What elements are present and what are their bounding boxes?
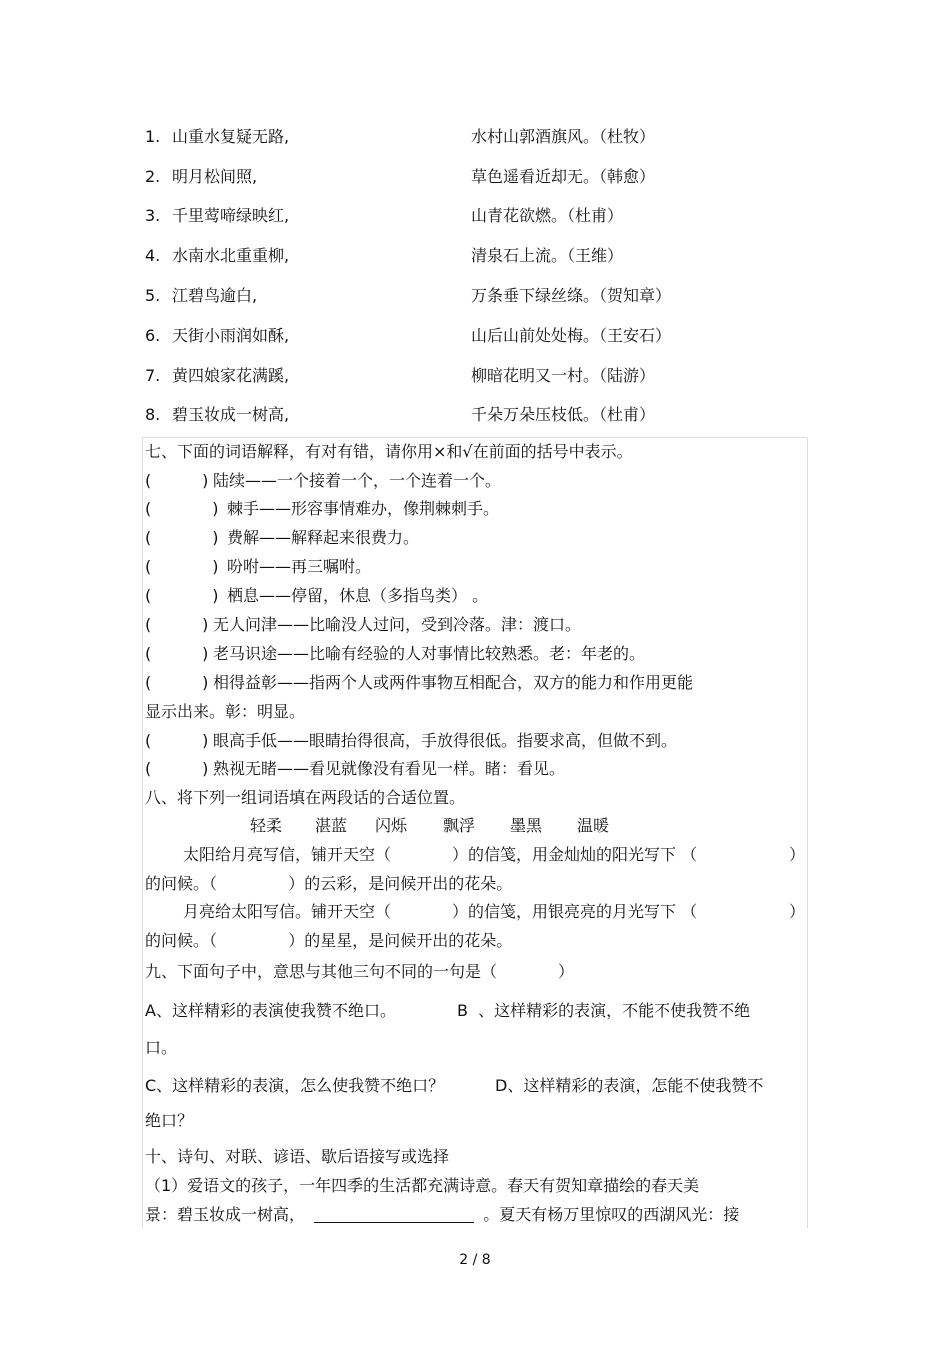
matching-left: 江碧鸟逾白, [172,286,258,305]
matching-right: 万条垂下绿丝绦。（贺知章） [471,286,672,305]
matching-num: 6. [145,326,161,345]
section10-line2 [145,1204,805,1226]
matching-left: 千里莺啼绿映红, [172,206,290,225]
answer-paren[interactable]: ( ) [145,644,209,663]
option-d-cont: 绝口？ [145,1111,194,1130]
matching-right: 山青花欲燃。（杜甫） [471,206,624,225]
paragraph2-text: 月亮给太阳写信。铺开天空（ ）的信笺，用银亮亮的月光写下 （ [183,902,698,921]
matching-left: 明月松间照, [172,167,258,186]
matching-row [145,204,805,228]
matching-right: 山后山前处处梅。（王安石） [471,326,672,345]
paragraph2-close: ） [788,902,805,921]
definition-row [145,556,805,578]
word-4: 飘浮 [443,816,476,835]
word-6: 温暖 [577,816,610,835]
matching-num: 8. [145,405,161,424]
answer-paren[interactable]: ( ) [145,731,209,750]
definition-text-cont: 显示出来。彰：明显。 [145,702,306,721]
definition-row [145,585,805,607]
answer-paren[interactable]: ( ) [145,528,219,547]
matching-row [145,403,805,427]
answer-paren[interactable]: ( ) [145,499,219,518]
definition-row [145,758,805,780]
matching-num: 1. [145,127,161,146]
definition-text: 棘手——形容事情难办，像荆棘刺手。 [227,499,500,518]
paragraph1-text: 太阳给月亮写信，铺开天空（ ）的信笺，用金灿灿的阳光写下 （ [183,845,698,864]
matching-row [145,244,805,268]
matching-num: 4. [145,246,161,265]
matching-row [145,125,805,149]
word-5: 墨黑 [510,816,543,835]
definition-row [145,498,805,520]
answer-paren[interactable]: ( ) [145,673,209,692]
matching-row [145,364,805,388]
option-row-cd [145,1075,805,1097]
section10-line2-end: 。夏天有杨万里惊叹的西湖风光：接 [483,1205,740,1224]
matching-num: 5. [145,286,161,305]
paragraph2-line2: 的问候。（ ）的星星，是问候开出的花朵。 [145,931,513,950]
matching-right: 草色遥看近却无。（韩愈） [471,167,656,186]
definition-text: 眼高手低——眼睛抬得很高，手放得很低。指要求高，但做不到。 [213,731,678,750]
matching-left: 山重水复疑无路, [172,127,290,146]
matching-row [145,165,805,189]
matching-left: 天街小雨润如酥, [172,326,290,345]
definition-text: 无人问津——比喻没人过问，受到冷落。津：渡口。 [213,615,582,634]
option-a: A、这样精彩的表演使我赞不绝口。 [145,1001,396,1020]
definition-text: 熟视无睹——看见就像没有看见一样。睹：看见。 [213,759,566,778]
answer-paren[interactable]: ( ) [145,557,219,576]
word-1: 轻柔 [250,816,283,835]
section8-title: 八、将下列一组词语填在两段话的合适位置。 [145,788,466,807]
definition-text: 栖息——停留，休息（多指鸟类） 。 [227,586,489,605]
definition-row [145,470,805,492]
section10-line1: （1）爱语文的孩子，一年四季的生活都充满诗意。春天有贺知章描绘的春天美 [145,1176,700,1195]
definition-row [145,730,805,752]
matching-num: 3. [145,206,161,225]
matching-right: 千朵万朵压枝低。（杜甫） [471,405,656,424]
option-b-cont: 口。 [145,1038,178,1057]
word-3: 闪烁 [375,816,408,835]
answer-paren[interactable]: ( ) [145,759,209,778]
answer-paren[interactable]: ( ) [145,586,219,605]
paragraph1-close: ） [788,845,805,864]
matching-num: 2. [145,167,161,186]
section10-title: 十、诗句、对联、谚语、歇后语接写或选择 [145,1147,450,1166]
option-b: B 、这样精彩的表演，不能不使我赞不绝 [457,1001,751,1020]
matching-left: 黄四娘家花满蹊, [172,366,290,385]
definition-row [145,643,805,665]
matching-left: 水南水北重重柳, [172,246,290,265]
definition-row [145,527,805,549]
definition-row [145,614,805,636]
definition-text: 吩咐——再三嘱咐。 [227,557,372,576]
option-c: C、这样精彩的表演，怎么使我赞不绝口？ [145,1076,445,1095]
paragraph1-line1 [145,844,805,866]
definition-text: 相得益彰——指两个人或两件事物互相配合，双方的能力和作用更能 [213,673,694,692]
page-number: 2 / 8 [459,1252,491,1268]
matching-right: 清泉石上流。（王维） [471,246,624,265]
word-2: 湛蓝 [315,816,348,835]
answer-paren[interactable]: ( ) [145,615,209,634]
option-d: D、这样精彩的表演，怎能不使我赞不 [495,1076,764,1095]
matching-num: 7. [145,366,161,385]
matching-right: 柳暗花明又一村。（陆游） [471,366,656,385]
matching-row [145,324,805,348]
word-bank [145,815,805,837]
section7-title: 七、下面的词语解释，有对有错，请你用×和√在前面的括号中表示。 [145,442,633,461]
definition-text: 陆续——一个接着一个，一个连着一个。 [213,471,502,490]
section10-line2-start: 景：碧玉妆成一树高， [145,1205,306,1224]
definition-row [145,701,805,723]
section9-title: 九、下面句子中，意思与其他三句不同的一句是（ ） [145,962,575,981]
matching-left: 碧玉妆成一树高, [172,405,290,424]
answer-paren[interactable]: ( ) [145,471,209,490]
option-row-ab [145,1000,805,1022]
definition-row [145,672,805,694]
paragraph2-line1 [145,901,805,923]
answer-blank[interactable] [314,1206,474,1223]
matching-row [145,284,805,308]
matching-right: 水村山郭酒旗风。（杜牧） [471,127,656,146]
paragraph1-line2: 的问候。（ ）的云彩，是问候开出的花朵。 [145,874,513,893]
definition-text: 费解——解释起来很费力。 [227,528,420,547]
definition-text: 老马识途——比喻有经验的人对事情比较熟悉。老：年老的。 [213,644,646,663]
